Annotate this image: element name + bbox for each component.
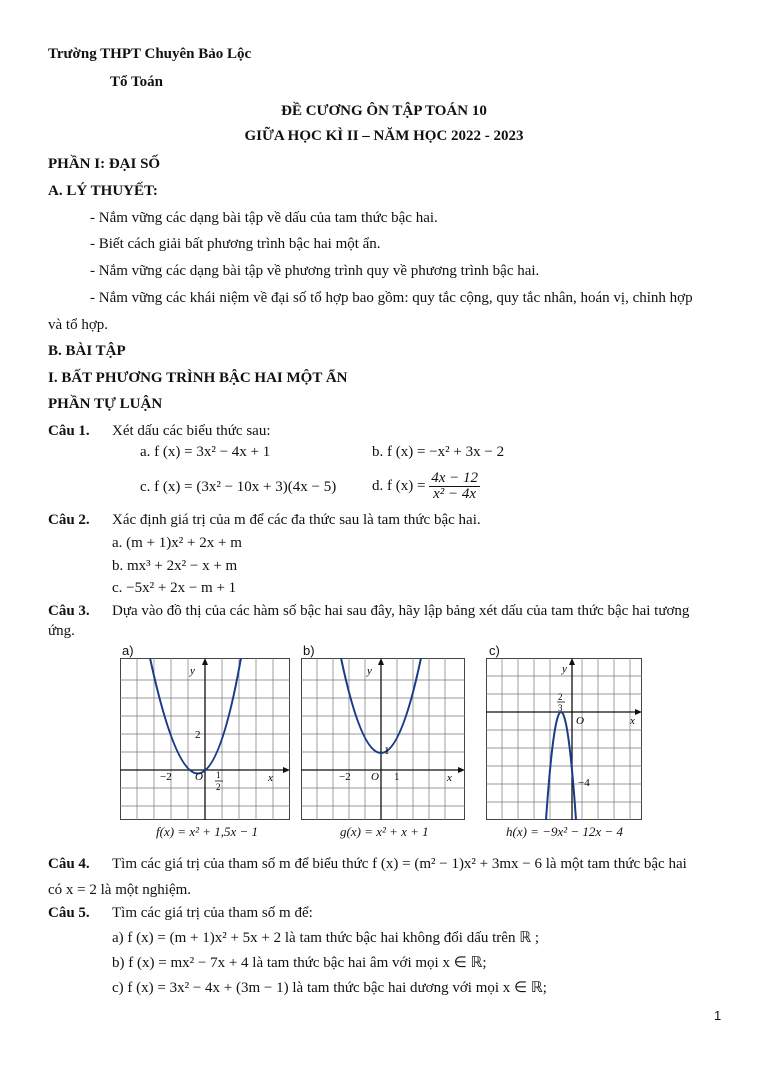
graph-c-caption: h(x) = −9x² − 12x − 4: [506, 824, 623, 839]
question-label: Câu 1.: [48, 423, 90, 439]
graph-a-x-label: x: [268, 772, 273, 784]
q2-part-c: c. −5x² + 2x − m + 1: [112, 580, 237, 596]
q1-part-c: c. f (x) = (3x² − 10x + 3)(4x − 5): [140, 479, 337, 495]
q1-part-d: [372, 471, 480, 502]
q5-part-a: a) f (x) = (m + 1)x² + 5x + 2 là tam thức bậc hai không đổi dấu trên ℝ ;: [112, 930, 539, 946]
graph-b: [301, 658, 465, 820]
question-label: Câu 5.: [48, 905, 90, 921]
q1-part-a: a. f (x) = 3x² − 4x + 1: [140, 444, 271, 460]
graph-c-y-label: y: [562, 663, 567, 675]
fraction-denominator: x² − 4x: [433, 486, 477, 502]
doc-subtitle: GIỮA HỌC KÌ II – NĂM HỌC 2022 - 2023: [244, 128, 524, 144]
fraction-numerator: 4x − 12: [431, 470, 478, 486]
graph-a-tick: 1: [216, 770, 221, 780]
q5-part-b: b) f (x) = mx² − 7x + 4 là tam thức bậc hai âm với mọi x ∈ ℝ;: [112, 955, 487, 971]
graph-c-tick: 3: [558, 703, 563, 713]
question-label: Câu 3.: [48, 603, 90, 619]
graph-a-caption: f(x) = x² + 1,5x − 1: [156, 824, 259, 839]
graph-a-tick: −2: [160, 771, 172, 783]
graph-b-tick: 1: [384, 745, 390, 757]
graph-a-origin: O: [195, 771, 203, 783]
question-text: Tìm các giá trị của tham số m để:: [112, 905, 313, 921]
graph-b-tick: 1: [394, 771, 400, 783]
graph-b-origin: O: [371, 771, 379, 783]
department: Tổ Toán: [110, 74, 163, 90]
question-text-cont: có x = 2 là một nghiệm.: [48, 882, 192, 898]
theory-heading: A. LÝ THUYẾT:: [48, 183, 158, 199]
graph-c: [486, 658, 642, 820]
q5-part-c: c) f (x) = 3x² − 4x + (3m − 1) là tam thức bậc hai dương với mọi x ∈ ℝ;: [112, 980, 547, 996]
theory-item: - Nắm vững các dạng bài tập về phương trình quy về phương trình bậc hai.: [90, 263, 540, 279]
graph-a-tick: 2: [216, 782, 221, 792]
exercises-heading: B. BÀI TẬP: [48, 343, 126, 359]
theory-item-cont: và tổ hợp.: [48, 317, 109, 333]
q1-part-d-prefix: d. f (x) =: [372, 478, 426, 494]
question-label: Câu 4.: [48, 856, 90, 872]
question-label: Câu 2.: [48, 512, 90, 528]
question-text: Tìm các giá trị của tham số m để biểu thức f (x) = (m² − 1)x² + 3mx − 6 là một tam thức bậc hai: [112, 856, 687, 872]
graph-c-tick: −4: [578, 777, 590, 789]
page-number: 1: [714, 1008, 722, 1023]
doc-title: ĐỀ CƯƠNG ÔN TẬP TOÁN 10: [281, 103, 487, 119]
q1-part-b: b. f (x) = −x² + 3x − 2: [372, 444, 505, 460]
part-heading: PHẦN I: ĐẠI SỐ: [48, 156, 161, 172]
question-text: Dựa vào đồ thị của các hàm số bậc hai sau đây, hãy lập bảng xét dấu của tam thức bậc hai tương: [112, 603, 690, 619]
graph-c-label: c): [489, 643, 500, 658]
theory-item: - Nắm vững các khái niệm về đại số tổ hợp bao gồm: quy tắc cộng, quy tắc nhân, hoán vị, chỉnh hợp: [90, 290, 693, 306]
fraction: [429, 471, 480, 502]
q2-part-b: b. mx³ + 2x² − x + m: [112, 558, 238, 574]
theory-item: - Nắm vững các dạng bài tập về dấu của tam thức bậc hai.: [90, 210, 438, 226]
question-text: Xác định giá trị của m để các đa thức sau là tam thức bậc hai.: [112, 512, 481, 528]
graph-c-origin: O: [576, 715, 584, 727]
graph-b-label: b): [303, 643, 315, 658]
graph-b-x-label: x: [447, 772, 452, 784]
graph-c-x-label: x: [630, 715, 635, 727]
graph-a-tick: 2: [195, 729, 201, 741]
question-text-cont: ứng.: [48, 623, 75, 639]
question-text: Xét dấu các biểu thức sau:: [112, 423, 271, 439]
graph-b-y-label: y: [367, 665, 372, 677]
graph-a-label: a): [122, 643, 134, 658]
graph-c-tick: 2: [558, 692, 563, 702]
sub-heading: PHẦN TỰ LUẬN: [48, 396, 163, 412]
theory-item: - Biết cách giải bất phương trình bậc hai một ẩn.: [90, 236, 381, 252]
graph-b-caption: g(x) = x² + x + 1: [340, 824, 429, 839]
school-name: Trường THPT Chuyên Bảo Lộc: [48, 46, 252, 62]
section-heading: I. BẤT PHƯƠNG TRÌNH BẬC HAI MỘT ẨN: [48, 370, 348, 386]
graph-a: [120, 658, 290, 820]
graph-a-y-label: y: [190, 665, 195, 677]
q2-part-a: a. (m + 1)x² + 2x + m: [112, 535, 242, 551]
graph-b-tick: −2: [339, 771, 351, 783]
